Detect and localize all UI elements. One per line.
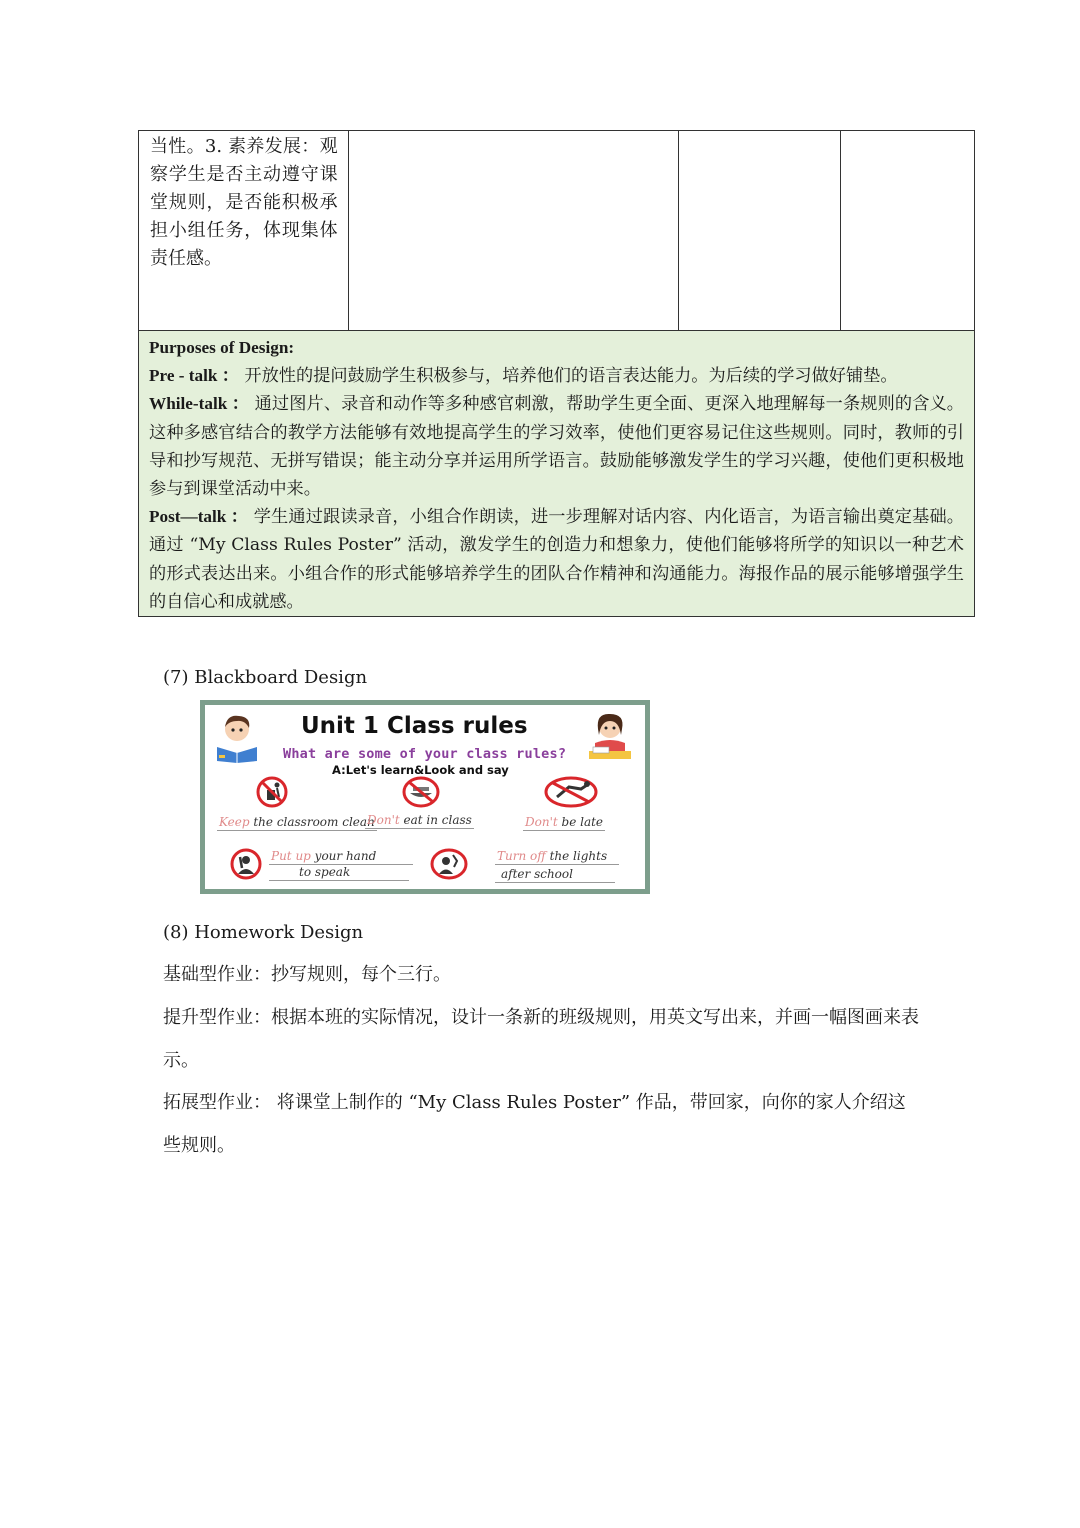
purposes-of-design-cell: [139, 331, 975, 617]
pre-talk-label: Pre - talk ：: [149, 366, 239, 386]
homework-heading: (8) Homework Design: [163, 922, 364, 943]
lesson-table: [138, 130, 975, 617]
homework-extended: 拓展型作业： 将课堂上制作的 “My Class Rules Poster” 作品，带回家，向你的家人介绍这些规则。: [163, 1092, 906, 1156]
rule-keyword: Don't: [367, 813, 400, 827]
table-cell: [139, 131, 349, 331]
rule-keep-clean: [217, 815, 377, 831]
homework-basic: 基础型作业：抄写规则，每个三行。: [163, 964, 451, 985]
purposes-heading: Purposes of Design:: [149, 338, 295, 357]
blackboard-panel: [205, 705, 645, 889]
evaluation-text: 当性。3. 素养发展：观察学生是否主动遵守课堂规则，是否能积极承担小组任务，体现集体责任感。: [150, 136, 338, 269]
no-littering-sign-icon: [255, 775, 289, 809]
pre-talk-text: 开放性的提问鼓励学生积极参与，培养他们的语言表达能力。为后续的学习做好铺垫。: [244, 366, 898, 387]
table-row: [139, 331, 975, 617]
blackboard-image: [200, 700, 650, 894]
pre-talk-paragraph: [149, 362, 964, 390]
not-late-sign-icon: [543, 775, 599, 809]
rule-text: your hand: [310, 849, 377, 863]
blackboard-title: Unit 1 Class rules: [301, 713, 528, 739]
rule-no-eating: [365, 813, 474, 829]
rule-put-up-hand-line2: to speak: [269, 865, 409, 881]
blackboard-heading: (7) Blackboard Design: [163, 667, 368, 688]
while-talk-label: While-talk ：: [149, 394, 250, 414]
purposes-content: [139, 331, 974, 616]
rule-keyword: Turn off: [497, 849, 546, 863]
no-eating-sign-icon: [401, 775, 441, 809]
post-talk-text: 学生通过跟读录音，小组合作朗读，进一步理解对话内容、内化语言，为语言输出奠定基础。通过 “My Class Rules Poster” 活动，激发学生的创造力和想象力，使他们能够将所学的知识以一种艺术的形式表达出来。小组合作的形式能够培养学生的团队合作精神和沟通能力。海报作品的展示能够增强学生的自信心和成就感。: [149, 507, 964, 612]
girl-writing-icon: [585, 709, 635, 761]
table-cell-empty: [841, 131, 975, 331]
rule-text: the classroom clean: [249, 815, 375, 829]
rule-put-up-hand: [269, 849, 413, 865]
lights-off-sign-icon: [429, 847, 469, 881]
rule-text: be late: [557, 815, 604, 829]
boy-reading-icon: [213, 711, 263, 763]
post-talk-label: Post—talk ：: [149, 507, 249, 527]
rule-text: the lights: [545, 849, 608, 863]
rule-text: eat in class: [399, 813, 472, 827]
table-cell-empty: [678, 131, 841, 331]
rule-turn-off-lights: [495, 849, 619, 865]
table-cell-empty: [348, 131, 678, 331]
while-talk-text: 通过图片、录音和动作等多种感官刺激，帮助学生更全面、更深入地理解每一条规则的含义。这种多感官结合的教学方法能够有效地提高学生的学习效率，使他们更容易记住这些规则。同时，教师的引导和抄写规范、无拼写错误；能主动分享并运用所学语言。鼓励能够激发学生的学习兴趣，使他们更积极地参与到课堂活动中来。: [149, 394, 964, 500]
blackboard-subtitle: A:Let's learn&Look and say: [332, 763, 509, 777]
post-talk-paragraph: [149, 503, 964, 616]
rule-turn-off-lights-line2: after school: [495, 867, 615, 883]
rule-keyword: Keep: [219, 815, 250, 829]
homework-advanced: 提升型作业：根据本班的实际情况，设计一条新的班级规则，用英文写出来，并画一幅图画来表示。: [163, 1007, 919, 1071]
rule-keyword: Put up: [271, 849, 311, 863]
rule-not-late: [523, 815, 605, 831]
raise-hand-sign-icon: [229, 847, 263, 881]
table-row: [139, 131, 975, 331]
rule-keyword: Don't: [525, 815, 558, 829]
blackboard-question: What are some of your class rules?: [283, 746, 567, 762]
while-talk-paragraph: [149, 390, 964, 503]
